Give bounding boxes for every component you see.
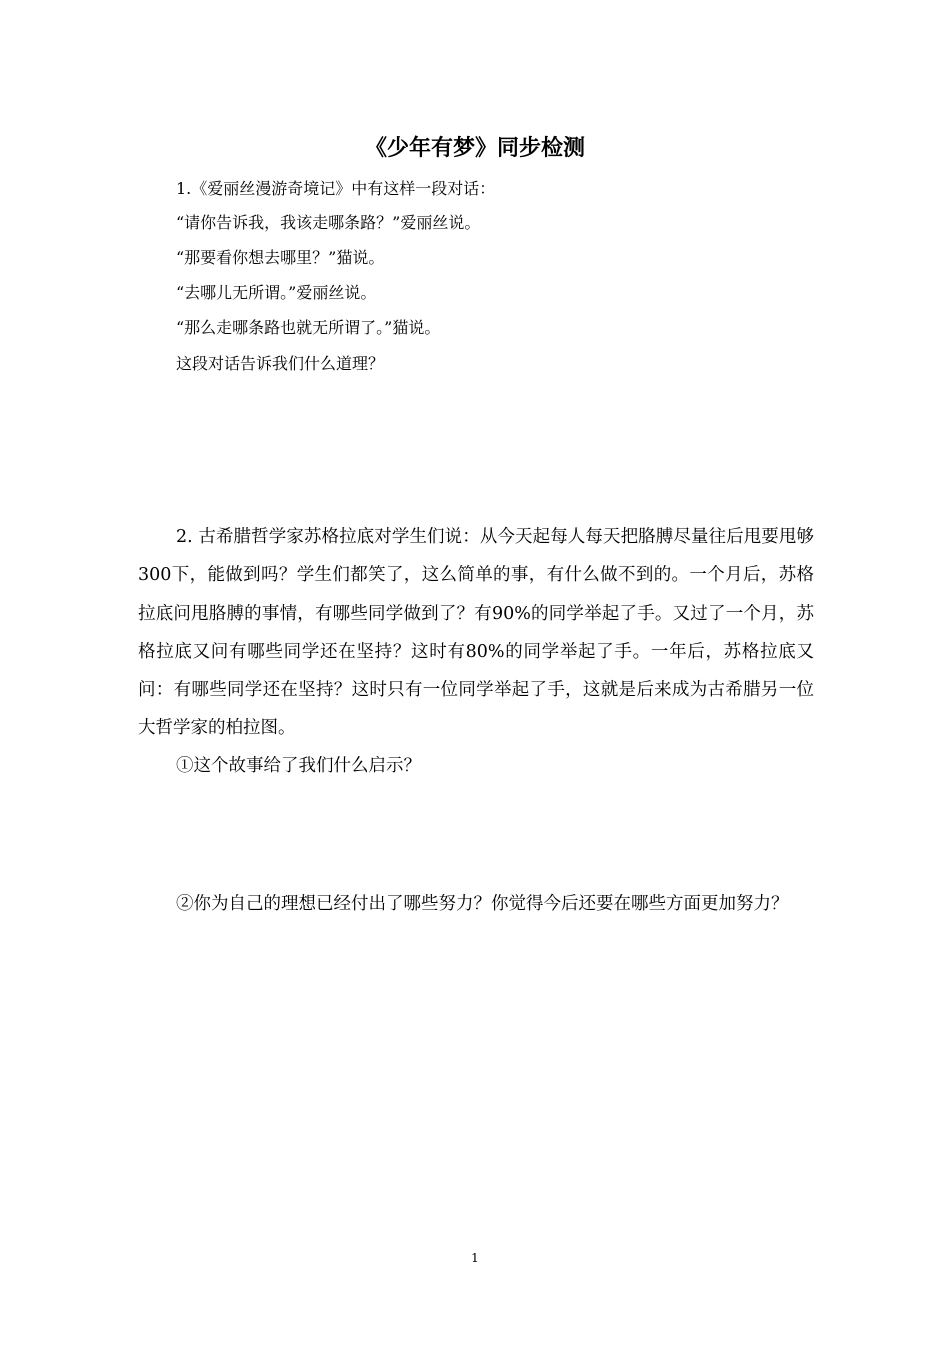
page-number: 1 bbox=[471, 1251, 479, 1265]
q2-subquestion-1: ①这个故事给了我们什么启示？ bbox=[176, 756, 421, 776]
q1-question: 这段对话告诉我们什么道理？ bbox=[176, 354, 385, 373]
q1-dialogue-line: “去哪儿无所谓。”爱丽丝说。 bbox=[176, 283, 377, 302]
q1-dialogue-line: “请你告诉我，我该走哪条路？”爱丽丝说。 bbox=[176, 213, 481, 232]
q2-passage: 2. 古希腊哲学家苏格拉底对学生们说：从今天起每人每天把胳膊尽量往后甩要甩够300下，能做到吗？学生们都笑了，这么简单的事，有什么做不到的。一个月后，苏格拉底问甩胳膊的事情，有哪些同学做到了？有90%的同学举起了手。又过了一个月，苏格拉底又问有哪些同学还在坚持？这时有80%的同学举起了手。一年后，苏格拉底又问：有哪些同学还在坚持？这时只有一位同学举起了手，这就是后来成为古希腊另一位大哲学家的柏拉图。 bbox=[138, 527, 814, 739]
q2-subquestion-2: ②你为自己的理想已经付出了哪些努力？你觉得今后还要在哪些方面更加努力？ bbox=[176, 894, 789, 914]
page-title: 《少年有梦》同步检测 bbox=[364, 136, 585, 161]
q1-dialogue-line: “那么走哪条路也就无所谓了。”猫说。 bbox=[176, 318, 441, 337]
q1-dialogue-line: “那要看你想去哪里？”猫说。 bbox=[176, 248, 385, 267]
q1-intro: 1.《爱丽丝漫游奇境记》中有这样一段对话： bbox=[176, 179, 496, 198]
